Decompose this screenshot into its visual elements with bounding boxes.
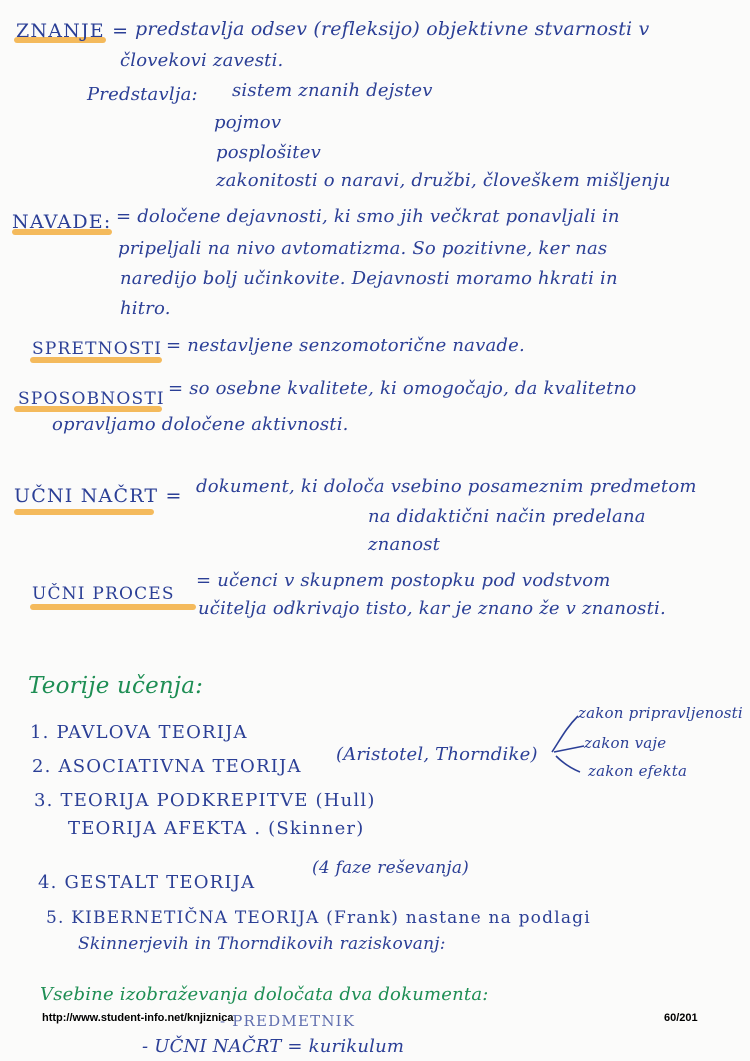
sposobnosti-definition-line1: = so osebne kvalitete, ki omogočajo, da kvalitetno	[168, 378, 637, 399]
term-ucni-proces: UČNI PROCES	[32, 584, 175, 604]
ucni-proces-definition-line2: učitelja odkrivajo tisto, kar je znano že v znanosti.	[198, 598, 666, 619]
term-sposobnosti: SPOSOBNOSTI	[18, 389, 165, 409]
footer-url[interactable]: http://www.student-info.net/knjiznica	[42, 1012, 234, 1024]
teorija-item-4-note: (4 faze reševanja)	[312, 858, 469, 878]
term-navade: NAVADE:	[12, 211, 112, 233]
ucni-proces-definition-line1: = učenci v skupnem postopku pod vodstvom	[196, 570, 611, 591]
term-ucni-nacrt: UČNI NAČRT =	[14, 485, 183, 507]
teorija-item-4: 4. GESTALT TEORIJA	[38, 872, 256, 893]
znanje-item: zakonitosti o naravi, družbi, človeškem mišljenju	[216, 170, 671, 191]
teorija-item-3b: TEORIJA AFEKTA . (Skinner)	[68, 818, 365, 839]
zakon-law: zakon vaje	[584, 734, 667, 752]
ucni-nacrt-definition-line1: dokument, ki določa vsebino posameznim predmetom	[196, 476, 697, 497]
znanje-item: posplošitev	[216, 142, 321, 163]
znanje-item: sistem znanih dejstev	[232, 80, 433, 101]
teorija-item-3: 3. TEORIJA PODKREPITVE (Hull)	[34, 790, 376, 811]
sposobnosti-definition-line2: opravljamo določene aktivnosti.	[52, 414, 349, 435]
teorija-item-2: 2. ASOCIATIVNA TEORIJA	[32, 756, 302, 777]
zakon-law: zakon pripravljenosti	[578, 704, 743, 722]
vsebine-item-predmetnik: - PREDMETNIK	[220, 1012, 356, 1030]
teorija-item-1: 1. PAVLOVA TEORIJA	[30, 722, 248, 743]
navade-definition-line: naredijo bolj učinkovite. Dejavnosti moramo hkrati in	[120, 268, 618, 289]
teorija-item-2-authors: (Aristotel, Thorndike)	[336, 744, 538, 765]
zakon-law: zakon efekta	[588, 762, 688, 780]
ucni-nacrt-definition-line2: na didaktični način predelana	[368, 506, 646, 527]
spretnosti-definition: = nestavljene senzomotorične navade.	[166, 335, 525, 356]
navade-definition-line: pripeljali na nivo avtomatizma. So pozitivne, ker nas	[118, 238, 608, 259]
footer-page-number: 60/201	[664, 1012, 698, 1024]
znanje-definition-line2: človekovi zavesti.	[120, 50, 284, 71]
vsebine-item-ucni-nacrt: - UČNI NAČRT = kurikulum	[142, 1036, 405, 1057]
term-spretnosti: SPRETNOSTI	[32, 339, 163, 359]
vsebine-line: Vsebine izobraževanja določata dva dokumenta:	[40, 984, 489, 1005]
znanje-item: pojmov	[214, 112, 282, 133]
teorija-item-5: 5. KIBERNETIČNA TEORIJA (Frank) nastane na podlagi	[46, 908, 591, 928]
teorija-item-5b: Skinnerjevih in Thorndikovih raziskovanj:	[78, 934, 446, 954]
znanje-predstavlja-label: Predstavlja:	[87, 84, 198, 105]
ucni-nacrt-definition-line3: znanost	[368, 534, 441, 555]
navade-definition-line: hitro.	[120, 298, 171, 319]
znanje-definition-line1: predstavlja odsev (refleksijo) objektivne stvarnosti v	[135, 18, 650, 40]
navade-definition-line: = določene dejavnosti, ki smo jih večkrat ponavljali in	[116, 206, 620, 227]
term-znanje: ZNANJE =	[16, 20, 130, 42]
teorije-heading: Teorije učenja:	[28, 673, 204, 699]
